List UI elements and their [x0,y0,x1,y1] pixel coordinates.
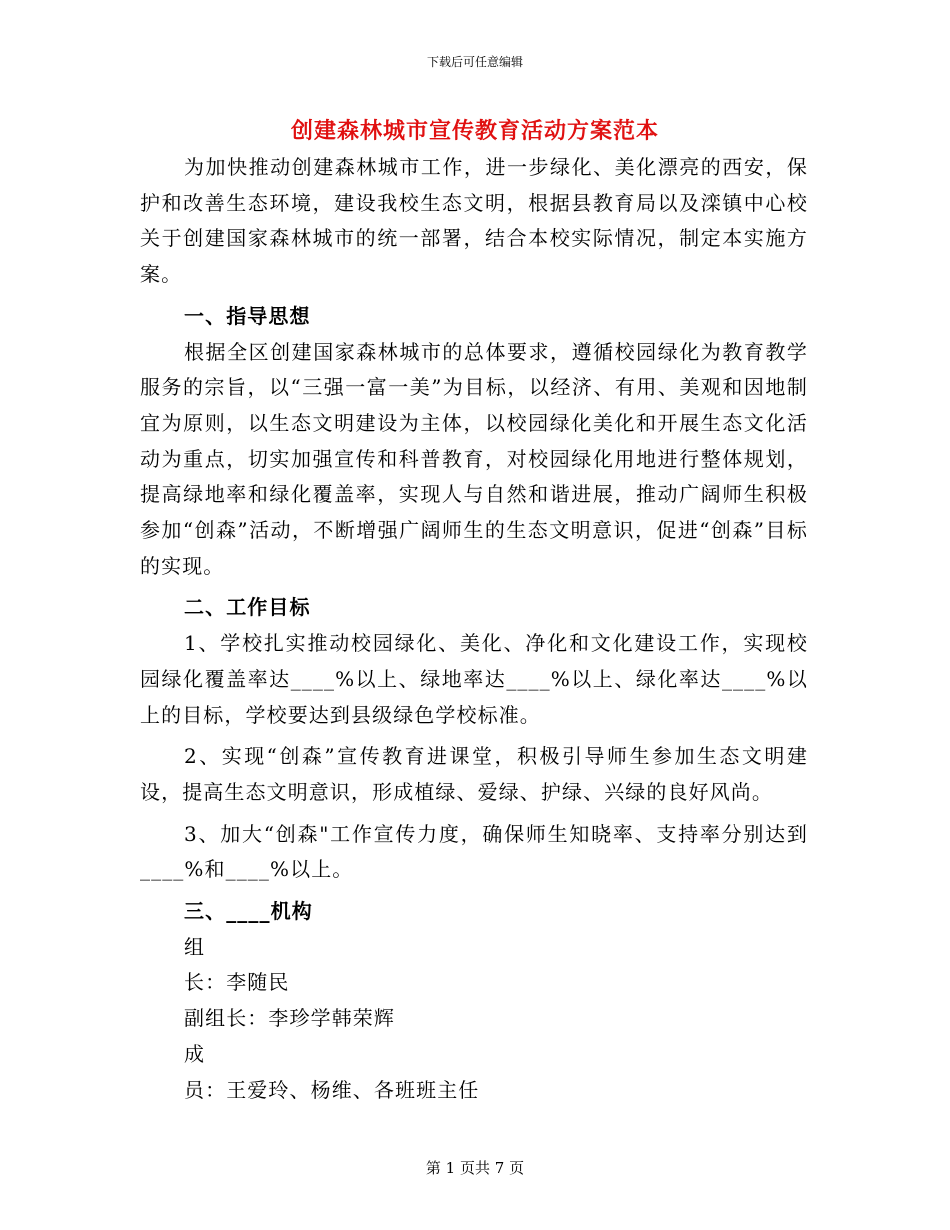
header-note: 下载后可任意编辑 [426,55,523,69]
document-body [140,150,808,1108]
org-line-1: 组 [184,934,206,959]
org-line-4: 成 [184,1041,206,1066]
goal-item-1: 1、学校扎实推动校园绿化、美化、净化和文化建设工作，实现校园绿化覆盖率达____%以上、绿地率达____%以上、绿化率达____%以上的目标，学校要达到县级绿色学校标准。 [140,631,808,727]
goal-item-2: 2、实现“创森”宣传教育进课堂，积极引导师生参加生态文明建设，提高生态文明意识，形成植绿、爱绿、护绿、兴绿的良好风尚。 [140,744,808,804]
section-3-heading: 三、____机构 [184,899,313,924]
org-line-3: 副组长：李珍学韩荣辉 [184,1006,395,1031]
page-footer: 第 1 页共 7 页 [425,1159,525,1177]
org-line-5: 员：王爱玲、杨维、各班班主任 [184,1077,480,1102]
section-2-heading: 二、工作目标 [184,595,311,620]
intro-paragraph: 为加快推动创建森林城市工作，进一步绿化、美化漂亮的西安，保护和改善生态环境，建设我校生态文明，根据县教育局以及滦镇中心校关于创建国家森林城市的统一部署，结合本校实际情况，制定本实施方案。 [140,155,808,287]
document-title: 创建森林城市宣传教育活动方案范本 [290,119,659,144]
section-1-heading: 一、指导思想 [184,303,311,328]
goal-item-3: 3、加大“创森"工作宣传力度，确保师生知晓率、支持率分别达到____%和____%以上。 [140,821,808,882]
section-1-paragraph: 根据全区创建国家森林城市的总体要求，遵循校园绿化为教育教学服务的宗旨，以“三强一富一美”为目标，以经济、有用、美观和因地制宜为原则，以生态文明建设为主体，以校园绿化美化和开展生态文化活动为重点，切实加强宣传和科普教育，对校园绿化用地进行整体规划，提高绿地率和绿化覆盖率，实现人与自然和谐进展，推动广阔师生积极参加“创森”活动，不断增强广阔师生的生态文明意识，促进“创森”目标的实现。 [140,339,808,578]
org-line-2: 长：李随民 [184,970,290,995]
